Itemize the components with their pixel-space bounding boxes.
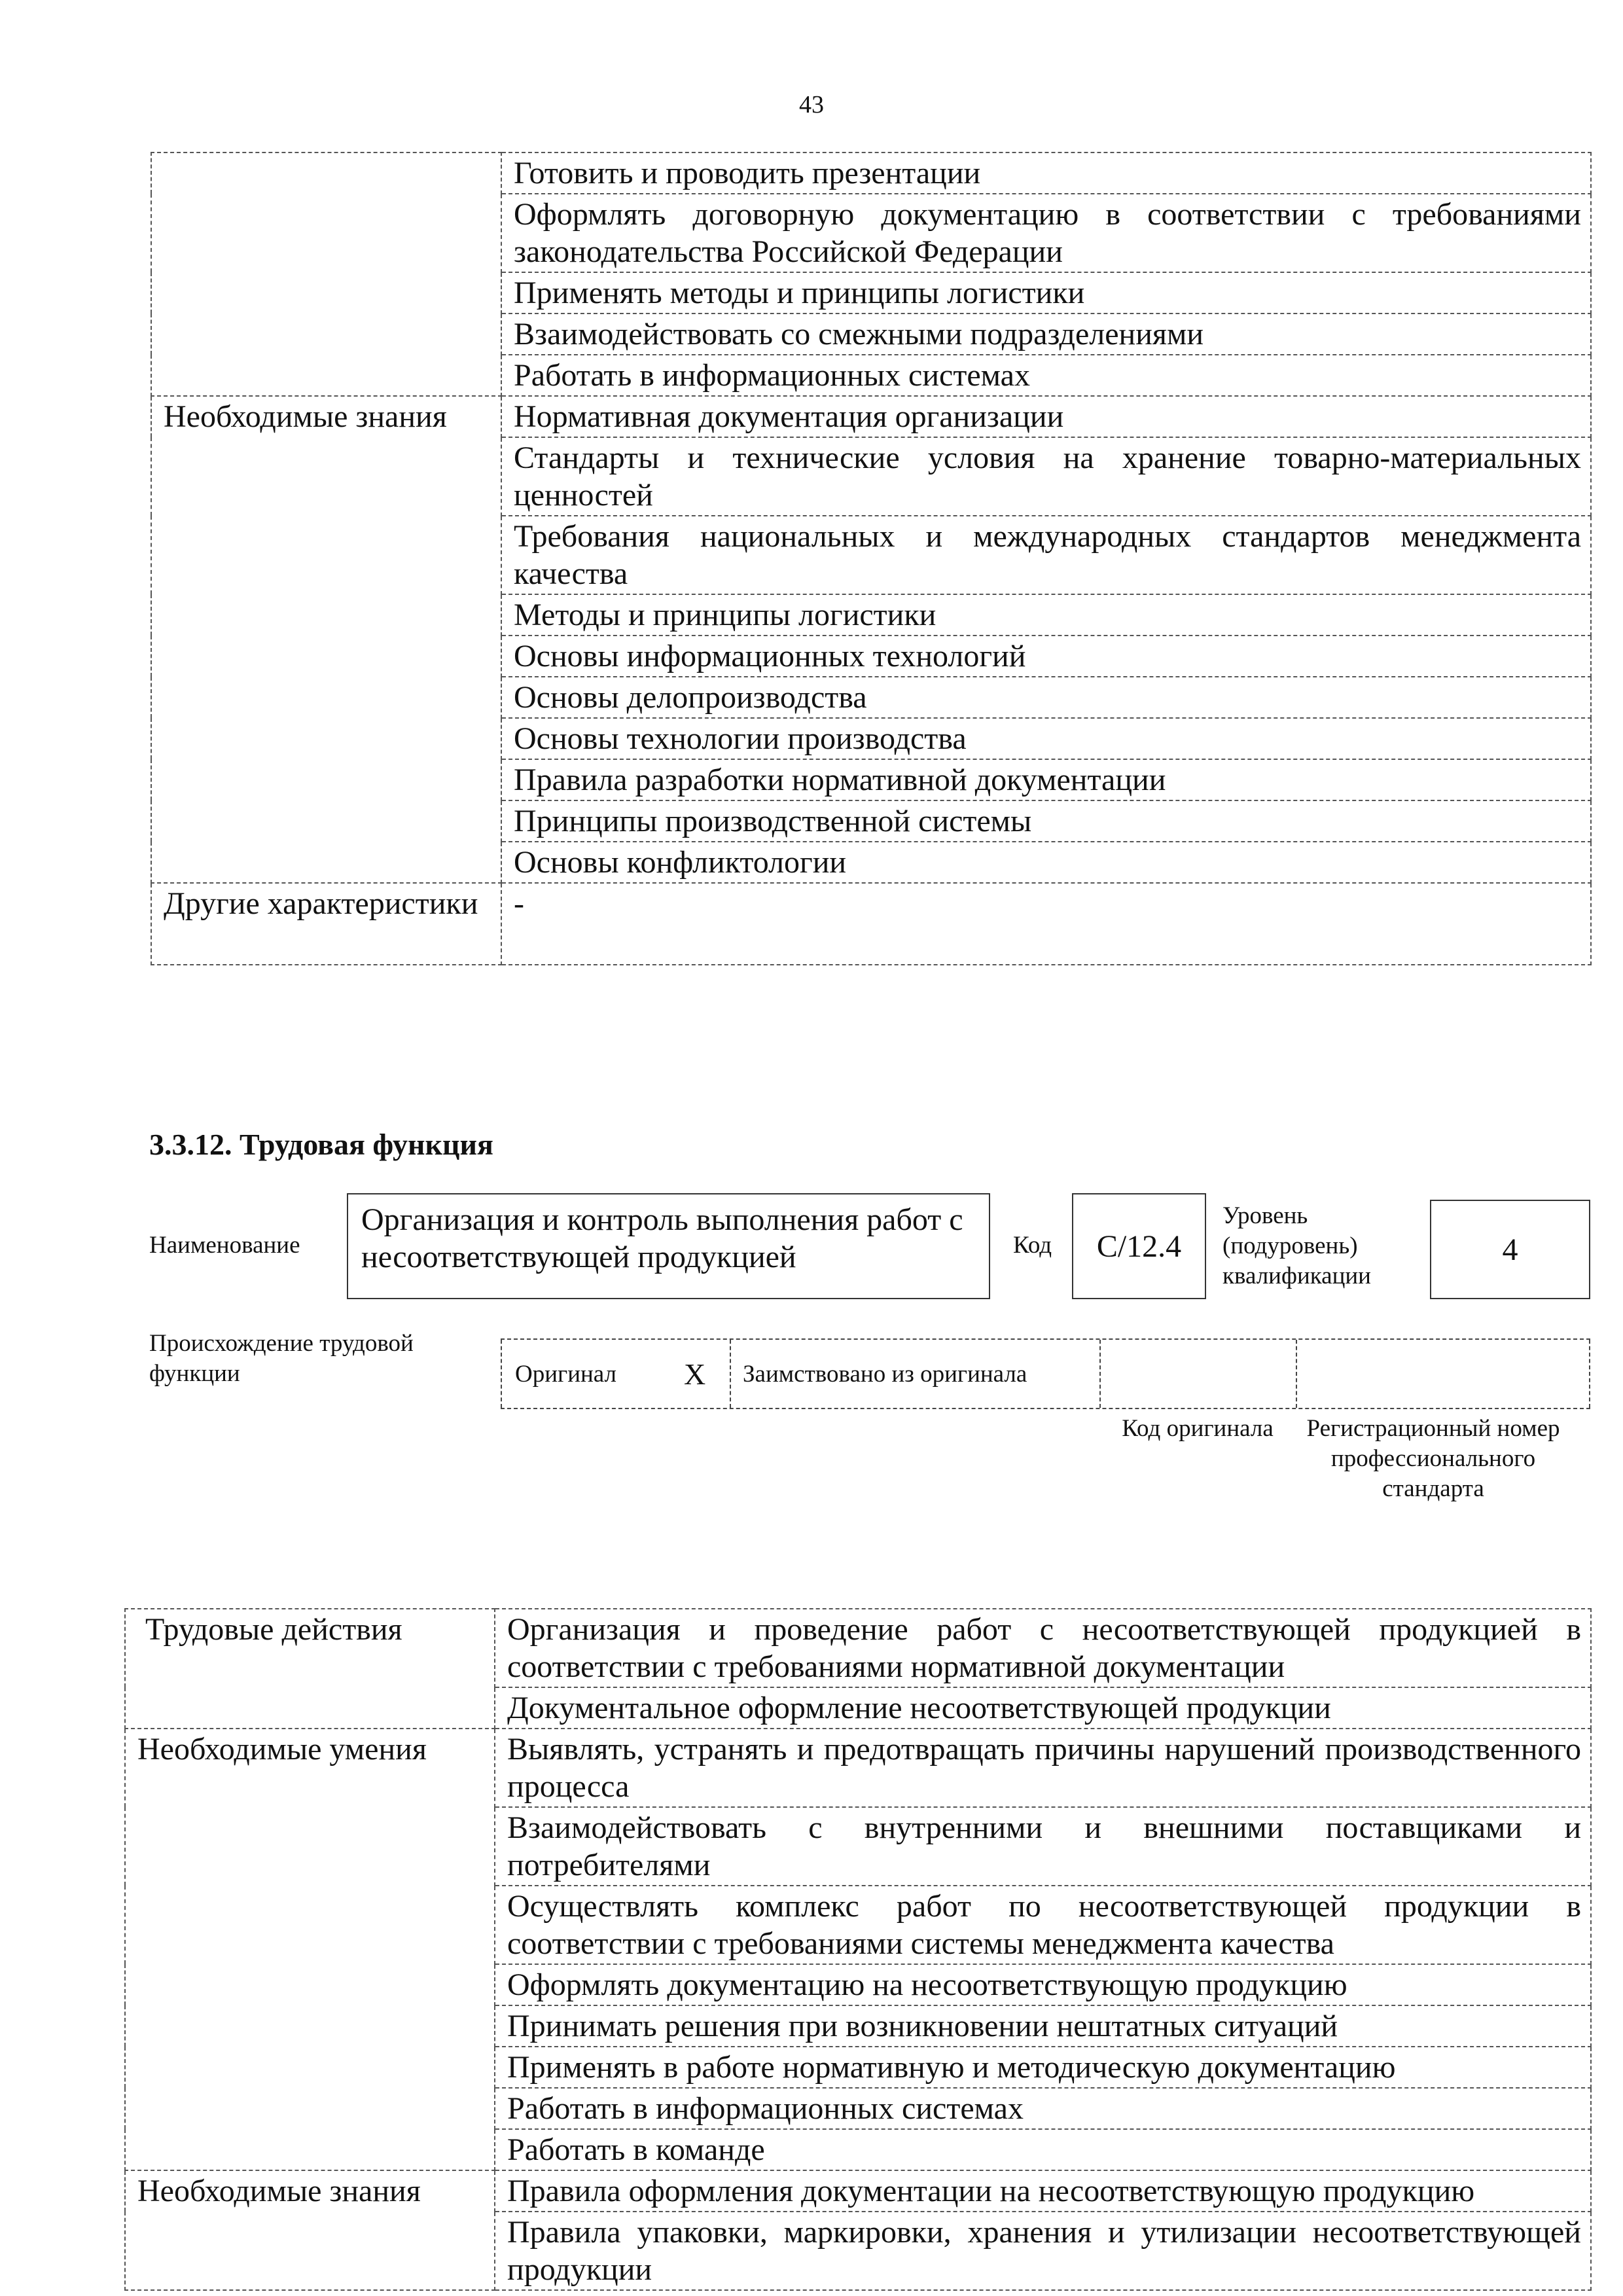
table-row xyxy=(125,2088,1591,2129)
action-item: Документальное оформление несоответствующей продукции xyxy=(495,1687,1591,1729)
skill-item: Взаимодействовать со смежными подразделениями xyxy=(501,314,1591,355)
caption-code-original: Код оригинала xyxy=(1122,1415,1274,1442)
knowledge-item: Основы технологии производства xyxy=(501,718,1591,759)
skill-item: Оформлять документацию на несоответствующую продукцию xyxy=(495,1964,1591,2005)
table-row xyxy=(151,842,1591,883)
row-label-actions: Трудовые действия xyxy=(125,1609,495,1687)
table-row xyxy=(151,194,1591,272)
knowledge-item: Правила оформления документации на несоответствующую продукцию xyxy=(495,2170,1591,2212)
table-row xyxy=(125,1687,1591,1729)
row-label-knowledge: Необходимые знания xyxy=(125,2170,495,2212)
table-continuation xyxy=(151,152,1592,965)
name-label: Наименование xyxy=(149,1232,300,1259)
table-row xyxy=(151,272,1591,314)
code-value-box: С/12.4 xyxy=(1072,1193,1206,1299)
row-label-knowledge: Необходимые знания xyxy=(151,396,501,437)
skill-item: Работать в команде xyxy=(495,2129,1591,2170)
origin-mark: X xyxy=(684,1357,706,1391)
table-row xyxy=(125,2129,1591,2170)
table-row xyxy=(125,2005,1591,2047)
skill-item: Готовить и проводить презентации xyxy=(501,152,1591,194)
knowledge-item: Основы информационных технологий xyxy=(501,636,1591,677)
table-row xyxy=(125,1964,1591,2005)
table-row xyxy=(151,883,1591,965)
page-number: 43 xyxy=(799,91,824,118)
origin-borrowed-label: Заимствовано из оригинала xyxy=(743,1360,1027,1388)
origin-row xyxy=(501,1338,1590,1409)
level-value-box: 4 xyxy=(1430,1200,1590,1299)
table-row xyxy=(125,1807,1591,1886)
origin-original-label: Оригинал xyxy=(515,1360,617,1388)
section-title: 3.3.12. Трудовая функция xyxy=(149,1128,493,1161)
table-row xyxy=(125,1886,1591,1964)
skill-item: Осуществлять комплекс работ по несоответствующей продукции в соответствии с требованиями системы менеджмента качества xyxy=(495,1886,1591,1964)
knowledge-item: Основы конфликтологии xyxy=(501,842,1591,883)
skill-item: Работать в информационных системах xyxy=(495,2088,1591,2129)
row-label-skills: Необходимые умения xyxy=(125,1729,495,1807)
knowledge-item: Правила упаковки, маркировки, хранения и утилизации несоответствующей продукции xyxy=(495,2212,1591,2290)
skill-item: Применять в работе нормативную и методическую документацию xyxy=(495,2047,1591,2088)
skill-item: Взаимодействовать с внутренними и внешними поставщиками и потребителями xyxy=(495,1807,1591,1886)
table-row xyxy=(151,516,1591,594)
function-name-box: Организация и контроль выполнения работ с несоответствующей продукцией xyxy=(347,1193,990,1299)
caption-registration-number: Регистрационный номер профессионального стандарта xyxy=(1306,1415,1560,1502)
table-row xyxy=(151,636,1591,677)
table-row xyxy=(125,2170,1591,2212)
row-label-other: Другие характеристики xyxy=(151,883,501,965)
row-label xyxy=(151,152,501,194)
table-row xyxy=(151,314,1591,355)
knowledge-item: Стандарты и технические условия на хранение товарно-материальных ценностей xyxy=(501,437,1591,516)
table-row xyxy=(151,718,1591,759)
table-row xyxy=(151,759,1591,800)
table-row xyxy=(125,1729,1591,1807)
knowledge-item: Методы и принципы логистики xyxy=(501,594,1591,636)
level-label: Уровень (подуровень) квалификации xyxy=(1222,1202,1371,1289)
skill-item: Принимать решения при возникновении нештатных ситуаций xyxy=(495,2005,1591,2047)
origin-label: Происхождение трудовой функции xyxy=(149,1330,414,1387)
table-row xyxy=(151,355,1591,396)
skill-item: Выявлять, устранять и предотвращать причины нарушений производственного процесса xyxy=(495,1729,1591,1807)
table-row xyxy=(151,396,1591,437)
table-row xyxy=(125,2047,1591,2088)
table-row xyxy=(151,594,1591,636)
table-row xyxy=(125,1609,1591,1687)
table-row xyxy=(151,437,1591,516)
skill-item: Оформлять договорную документацию в соответствии с требованиями законодательства Российской Федерации xyxy=(501,194,1591,272)
code-label: Код xyxy=(1013,1232,1052,1259)
knowledge-item: Принципы производственной системы xyxy=(501,800,1591,842)
skill-item: Работать в информационных системах xyxy=(501,355,1591,396)
knowledge-item: Основы делопроизводства xyxy=(501,677,1591,718)
other-value: - xyxy=(501,883,1591,965)
table-row xyxy=(151,677,1591,718)
knowledge-item: Требования национальных и международных стандартов менеджмента качества xyxy=(501,516,1591,594)
action-item: Организация и проведение работ с несоответствующей продукцией в соответствии с требованиями нормативной документации xyxy=(495,1609,1591,1687)
function-details-table xyxy=(124,1608,1592,2291)
skill-item: Применять методы и принципы логистики xyxy=(501,272,1591,314)
table-row xyxy=(151,152,1591,194)
knowledge-item: Нормативная документация организации xyxy=(501,396,1591,437)
knowledge-item: Правила разработки нормативной документации xyxy=(501,759,1591,800)
table-row xyxy=(125,2212,1591,2290)
table-row xyxy=(151,800,1591,842)
